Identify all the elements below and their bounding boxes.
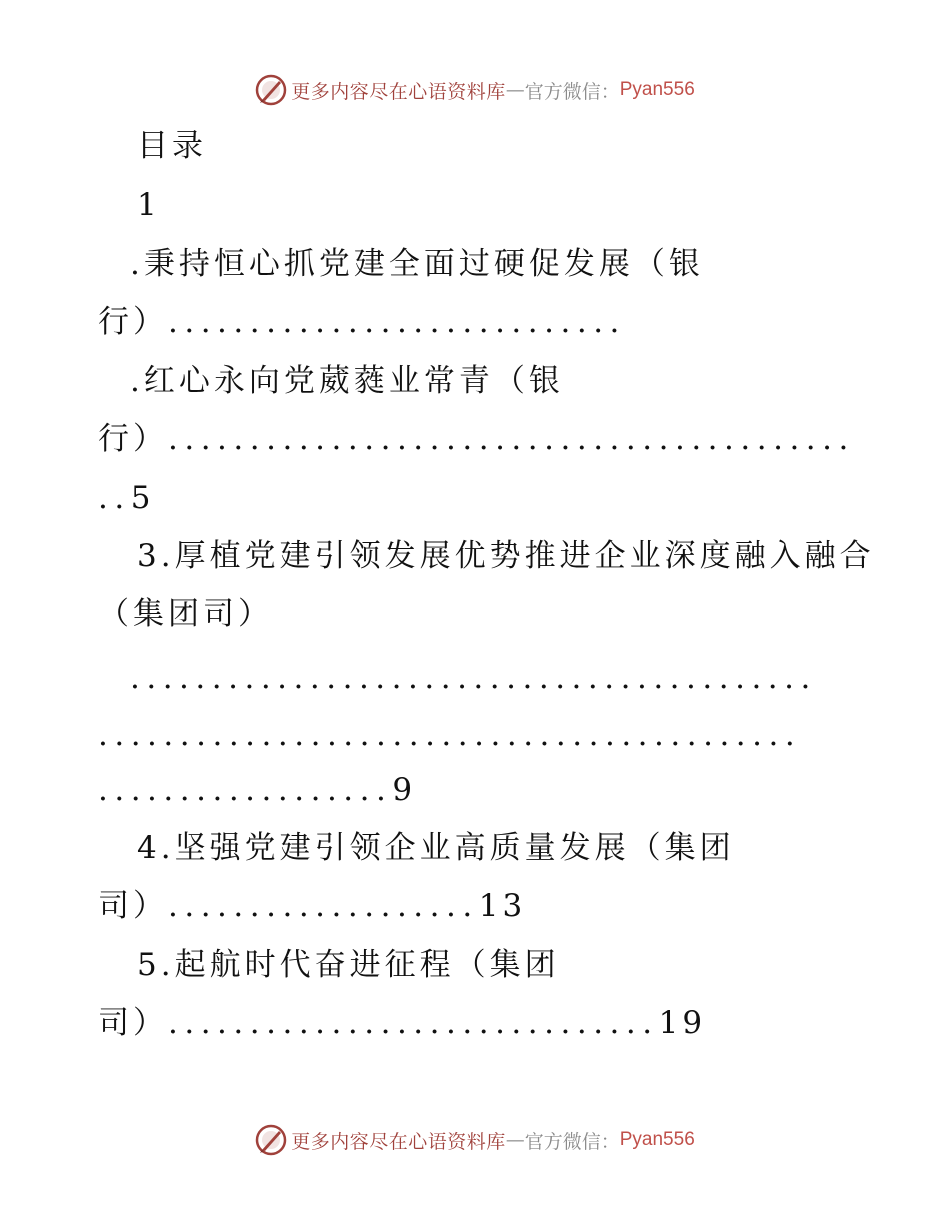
toc-entry-2-line[interactable] [98, 419, 855, 459]
toc-entry-3-dots-2: ........................................... [98, 717, 802, 753]
toc-entry-5-title[interactable]: 5.起航时代奋进征程（集团 [137, 947, 560, 983]
footer-watermark [0, 1120, 950, 1160]
toc-entry-4-line[interactable] [98, 886, 526, 926]
toc-entry-3-dots-1: .......................................... [130, 660, 817, 696]
toc-entry-2-page-line[interactable] [98, 478, 154, 518]
toc-entry-2-dots-cont: .. [98, 480, 131, 516]
toc-entry-3-page-line[interactable] [98, 770, 416, 810]
toc-entry-5-line[interactable] [98, 1003, 706, 1043]
toc-entry-2-title[interactable]: .红心永向党葳蕤业常青（银 [130, 363, 564, 399]
toc-entry-3-dots-line1[interactable] [130, 658, 817, 698]
watermark-wechat-id: Pyan556 [619, 1129, 695, 1150]
toc-entry-3-page: 9 [392, 772, 417, 808]
header-watermark [0, 70, 950, 110]
toc-entry-5-dots: .............................. [168, 1005, 659, 1041]
quill-seal-icon [255, 1124, 287, 1156]
toc-entry-4-title[interactable]: 4.坚强党建引领企业高质量发展（集团 [137, 830, 735, 866]
toc-entry-5-title-cont: 司） [98, 1005, 168, 1041]
toc-entry-1-title[interactable]: .秉持恒心抓党建全面过硬促发展（银 [130, 246, 704, 282]
watermark-main-text: 更多内容尽在心语资料库 [291, 1130, 506, 1153]
watermark-dash: — [505, 1129, 525, 1151]
toc-entry-3-dots-3: .................. [98, 772, 393, 808]
toc-entry-4-dots: ................... [168, 888, 479, 924]
toc-entry-3-dots-line2[interactable] [98, 715, 801, 755]
toc-entry-2-title-cont: 行） [98, 421, 168, 457]
toc-entry-2-page: 5 [130, 480, 155, 516]
toc-entry-5-page: 19 [658, 1005, 707, 1041]
toc-entry-3-title[interactable]: 3.厚植党建引领发展优势推进企业深度融入融合 [137, 538, 875, 574]
toc-entry-3-title-cont[interactable]: （集团司） [98, 596, 273, 632]
toc-entry-4-title-cont: 司） [98, 888, 168, 924]
watermark-dash: — [505, 79, 525, 101]
watermark-wechat-label: 官方微信： [524, 80, 620, 103]
toc-entry-1-line[interactable] [98, 302, 626, 342]
toc-entry-1-dots: ............................ [168, 304, 626, 340]
watermark-wechat-id: Pyan556 [619, 79, 695, 100]
quill-seal-icon [255, 74, 287, 106]
watermark-main-text: 更多内容尽在心语资料库 [291, 80, 506, 103]
toc-entry-1-number: 1 [137, 187, 161, 223]
toc-entry-4-page: 13 [478, 888, 527, 924]
watermark-wechat-label: 官方微信： [524, 1130, 620, 1153]
toc-heading: 目录 [137, 128, 207, 164]
toc-entry-1-title-cont: 行） [98, 304, 168, 340]
toc-entry-2-dots: .......................................... [168, 421, 855, 457]
